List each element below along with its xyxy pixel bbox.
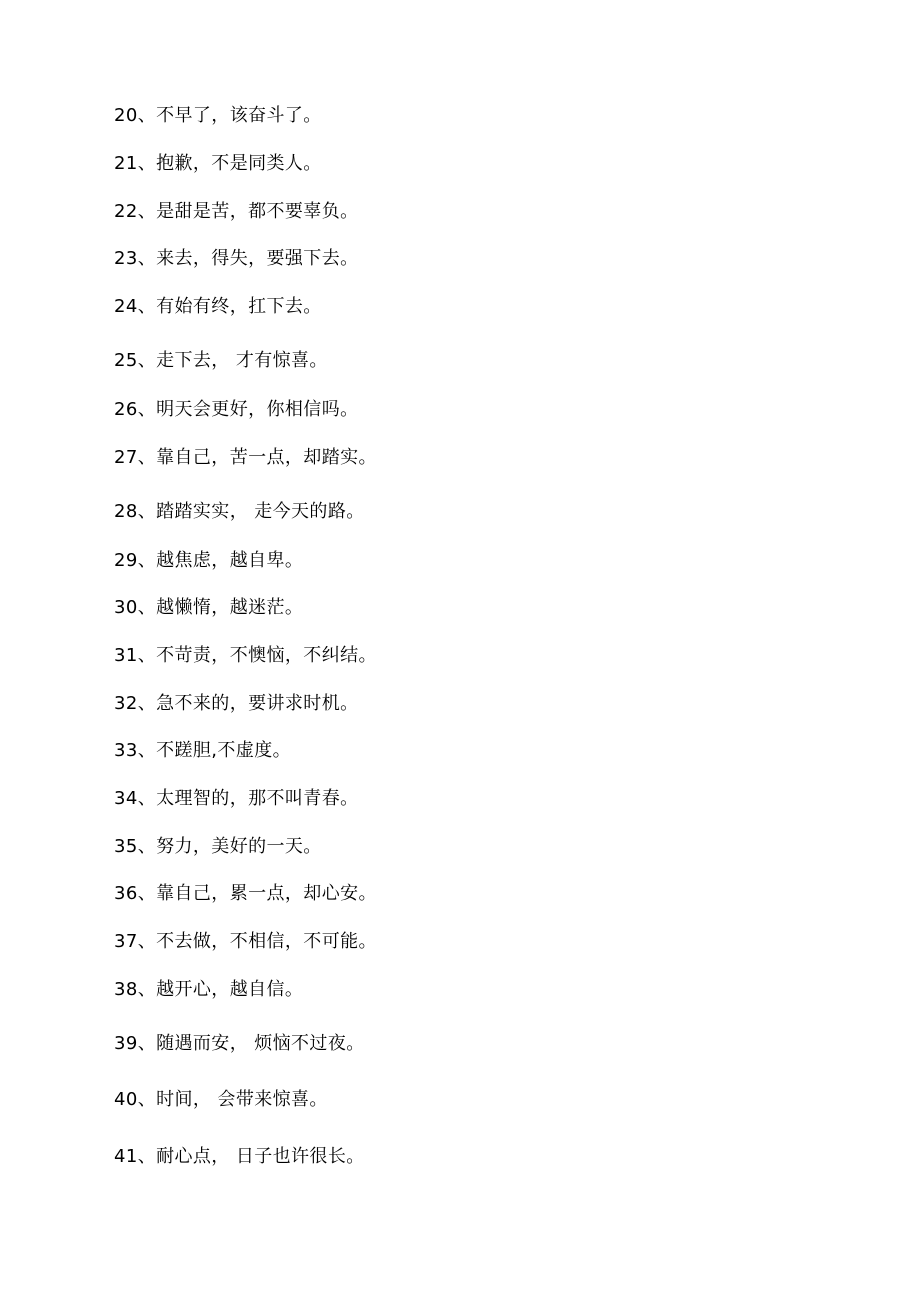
list-item: 22、是甜是苦，都不要辜负。: [114, 201, 359, 222]
list-item: 28、踏踏实实， 走今天的路。: [114, 501, 365, 522]
list-item: 21、抱歉，不是同类人。: [114, 153, 322, 174]
list-item: 40、时间， 会带来惊喜。: [114, 1089, 328, 1110]
list-item: 26、明天会更好，你相信吗。: [114, 399, 359, 420]
list-item: 30、越懒惰，越迷茫。: [114, 597, 304, 618]
list-item: 37、不去做，不相信，不可能。: [114, 931, 377, 952]
list-item: 20、不早了，该奋斗了。: [114, 105, 322, 126]
list-item: 41、耐心点， 日子也许很长。: [114, 1146, 365, 1167]
list-item: 36、靠自己，累一点，却心安。: [114, 883, 377, 904]
list-item: 24、有始有终，扛下去。: [114, 296, 322, 317]
list-item: 32、急不来的，要讲求时机。: [114, 693, 359, 714]
list-item: 39、随遇而安， 烦恼不过夜。: [114, 1033, 365, 1054]
list-item: 27、靠自己，苦一点，却踏实。: [114, 447, 377, 468]
list-item: 25、走下去， 才有惊喜。: [114, 350, 328, 371]
list-item: 29、越焦虑，越自卑。: [114, 550, 304, 571]
list-item: 34、太理智的，那不叫青春。: [114, 788, 359, 809]
list-item: 23、来去，得失，要强下去。: [114, 248, 359, 269]
list-item: 35、努力，美好的一天。: [114, 836, 322, 857]
list-item: 33、不蹉胆,不虚度。: [114, 740, 292, 761]
list-item: 38、越开心，越自信。: [114, 979, 304, 1000]
list-item: 31、不苛责，不懊恼，不纠结。: [114, 645, 377, 666]
